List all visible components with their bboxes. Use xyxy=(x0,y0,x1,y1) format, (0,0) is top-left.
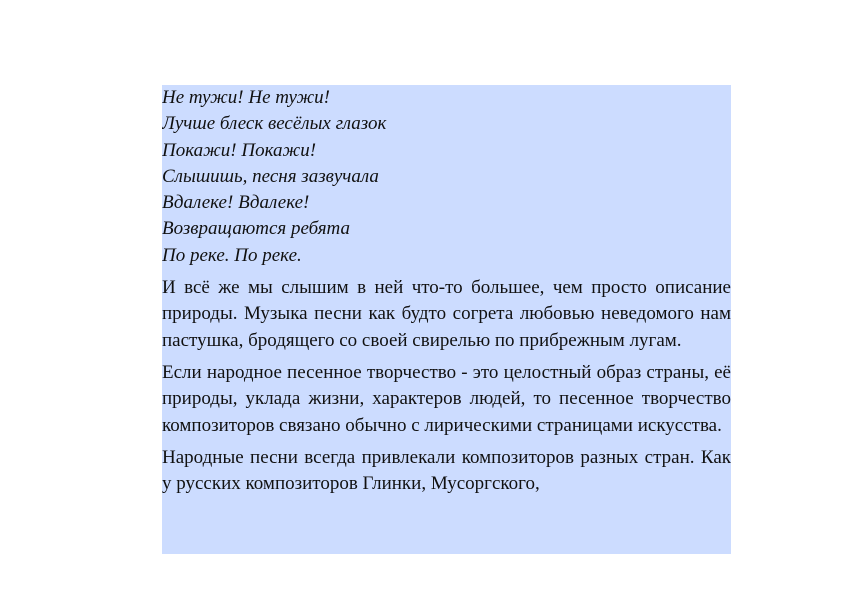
text-block xyxy=(162,85,731,554)
verse-line: Слышишь, песня зазвучала xyxy=(162,165,379,187)
paragraph-composers: Народные песни всегда привлекали композиторов разных стран. Как у русских композиторов Глинки, Мусоргского, xyxy=(162,446,731,495)
paragraph-folk-song: Если народное песенное творчество - это целостный образ страны, её природы, уклада жизни, характеров людей, то песенное творчество композиторов связано обычно с лирическими страницами искусства. xyxy=(162,361,731,436)
paragraph-nature: И всё же мы слышим в ней что-то большее, чем просто описание природы. Музыка песни как будто согрета любовью неведомого нам пастушка, бродящего со своей свирелью по прибрежным лугам. xyxy=(162,277,731,351)
verse-line: Лучше блеск весёлых глазок xyxy=(162,113,387,135)
verse-line: Вдалеке! Вдалеке! xyxy=(162,192,310,214)
verse-line: Покажи! Покажи! xyxy=(162,139,317,161)
verse-line: По реке. По реке. xyxy=(162,244,302,266)
verse-line: Не тужи! Не тужи! xyxy=(162,87,330,108)
verse xyxy=(162,85,731,269)
verse-line: Возвращаются ребята xyxy=(162,218,351,240)
